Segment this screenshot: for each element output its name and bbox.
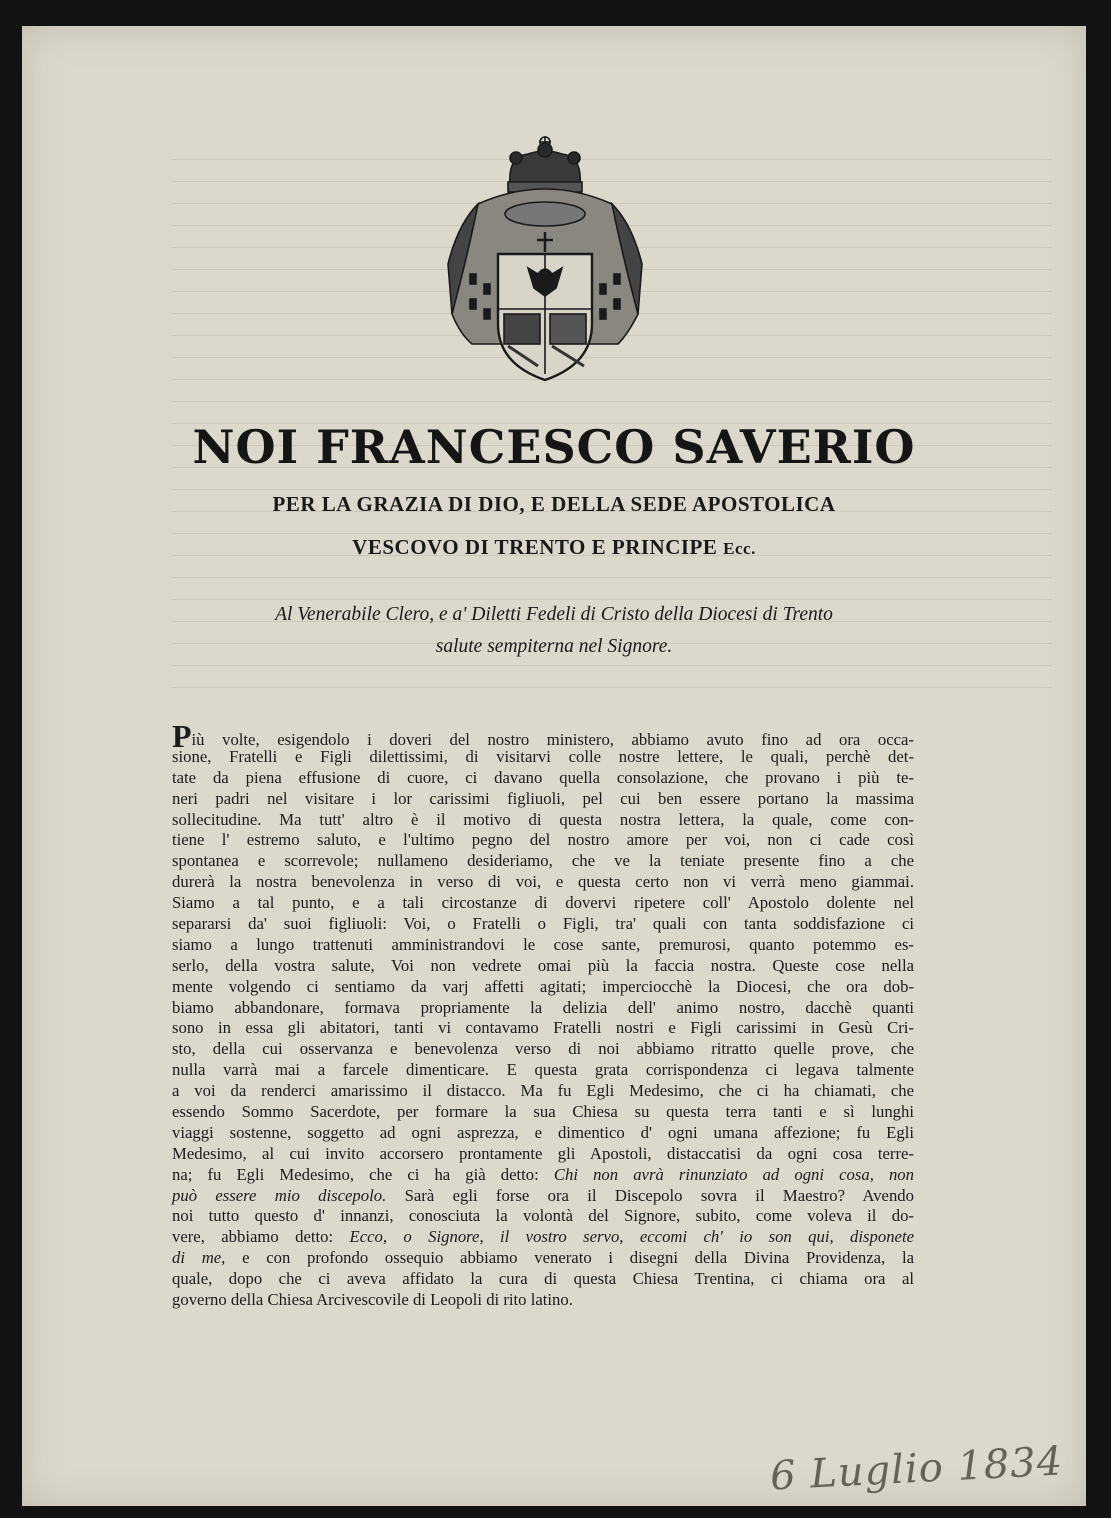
body-line: siamo a lungo trattenuti amministrandovi le cose sante, premurosi, quanto potemmo es- xyxy=(172,934,914,954)
body-line: a voi da renderci amarissimo il distacco. Ma fu Egli Medesimo, che ci ha chiamati, che xyxy=(172,1081,914,1101)
body-line-text: e con profondo ossequio abbiamo venerato i disegni della Divina Providenza, la xyxy=(225,1248,914,1268)
body-line: Medesimo, al cui invito accorsero prontamente gli Apostoli, distaccatisi da ogni cosa terre- xyxy=(172,1143,914,1163)
body-line-text: na; fu Egli Medesimo, che ci ha già detto: xyxy=(172,1164,554,1184)
body-line: quale, dopo che ci aveva affidato la cura di questa Chiesa Trentina, ci chiama ora al xyxy=(172,1269,914,1289)
decree-title: NOI FRANCESCO SAVERIO xyxy=(192,420,916,474)
body-line: sione, Fratelli e Figli dilettissimi, di visitarvi colle nostre lettere, le quali, perchè det- xyxy=(172,746,914,766)
body-quote-italic: Ecco, o Signore, il vostro servo, eccomi ch' io son qui, disponete xyxy=(349,1227,914,1247)
body-line: sollecitudine. Ma tutt' altro è il motivo di questa nostra lettera, la quale, come con- xyxy=(172,809,914,829)
address-line-salutation: salute sempiterna nel Signore. xyxy=(435,636,673,657)
body-quote-italic: di me, xyxy=(172,1248,226,1268)
body-line: sto, della cui osservanza e benevolenza verso di noi abbiamo ritratto quelle prove, che xyxy=(172,1039,914,1059)
body-line: sono in essa gli abitatori, tanti vi contavamo Fratelli nostri e Figli carissimi in Gesù Cri- xyxy=(172,1018,914,1038)
body-line: spontanea e scorrevole; nullameno desideriamo, che ve la teniate presente fino a che xyxy=(172,851,914,871)
body-line: durerà la nostra benevolenza in verso di voi, e questa certo non vi verrà meno giammai. xyxy=(172,872,914,892)
handwritten-date-annotation: 6 Luglio 1834 xyxy=(768,1438,1065,1500)
subtitle-bishop-main: VESCOVO DI TRENTO E PRINCIPE xyxy=(352,535,718,559)
body-line: nulla varrà mai a farcele dimenticare. E questa grata corrispondenza ci legava talmente xyxy=(172,1060,914,1080)
body-line: separarsi da' suoi figliuoli: Voi, o Fratelli o Figli, tra' quali con tanta soddisfazione ci xyxy=(172,914,914,934)
letter-body xyxy=(172,718,914,1311)
body-line xyxy=(172,1248,914,1269)
body-line-text: Sarà egli forse ora il Discepolo sovra il Maestro? Avendo xyxy=(386,1185,914,1205)
body-quote-italic: Chi non avrà rinunziato ad ogni cosa, non xyxy=(553,1164,914,1184)
body-line xyxy=(172,1186,914,1207)
body-line-text: iù volte, esigendolo i doveri del nostro ministero, abbiamo avuto fino ad ora occa- xyxy=(191,730,914,749)
body-line: viaggi sostenne, soggetto ad ogni asprezza, e dimentico d' ogni umana affezione; fu Egli xyxy=(172,1122,914,1142)
body-line: biamo abbandonare, formava propriamente la delizia dell' animo nostro, dacchè quanti xyxy=(172,997,914,1017)
body-line: mente volgendo ci sentiamo da varj affetti agitati; imperciocchè la Diocesi, che ora dob- xyxy=(172,976,914,996)
body-line xyxy=(172,1227,914,1248)
body-line: neri padri nel visitare i lor carissimi figliuoli, pel cui ben essere portano la massima xyxy=(172,788,914,808)
subtitle-grace-of-god: PER LA GRAZIA DI DIO, E DELLA SEDE APOSTOLICA xyxy=(272,492,836,516)
drop-cap: P xyxy=(172,718,192,754)
body-line: essendo Sommo Sacerdote, per formare la sua Chiesa su questa terra tanti e sì lunghi xyxy=(172,1102,914,1122)
subtitle-bishop-of-trento xyxy=(22,535,1086,560)
body-line: Siamo a tal punto, e a tali circostanze di dovervi ripetere coll' Apostolo dolente nel xyxy=(172,893,914,913)
document-sheet xyxy=(22,26,1086,1506)
body-line: serlo, della vostra salute, Voi non vedrete omai più la faccia nostra. Queste cose nella xyxy=(172,955,914,975)
body-line: tate da piena effusione di cuore, ci davano quella consolazione, che provano i più te- xyxy=(172,767,914,787)
body-line-text: vere, abbiamo detto: xyxy=(172,1227,350,1247)
coat-of-arms-icon xyxy=(438,134,652,384)
body-line: governo della Chiesa Arcivescovile di Leopoli di rito latino. xyxy=(172,1290,573,1310)
body-line xyxy=(172,1165,914,1186)
address-line-clergy: Al Venerabile Clero, e a' Diletti Fedeli di Cristo della Diocesi di Trento xyxy=(275,604,833,625)
subtitle-ecc: Ecc. xyxy=(723,539,756,558)
body-quote-italic: può essere mio discepolo. xyxy=(172,1185,387,1205)
body-line xyxy=(172,718,914,754)
body-line: noi tutto questo d' innanzi, conosciuta la volontà del Signore, subito, come voleva il do- xyxy=(172,1206,914,1226)
body-line: tiene l' estremo saluto, e l'ultimo pegno del nostro amore per voi, non ci cade così xyxy=(172,830,914,850)
